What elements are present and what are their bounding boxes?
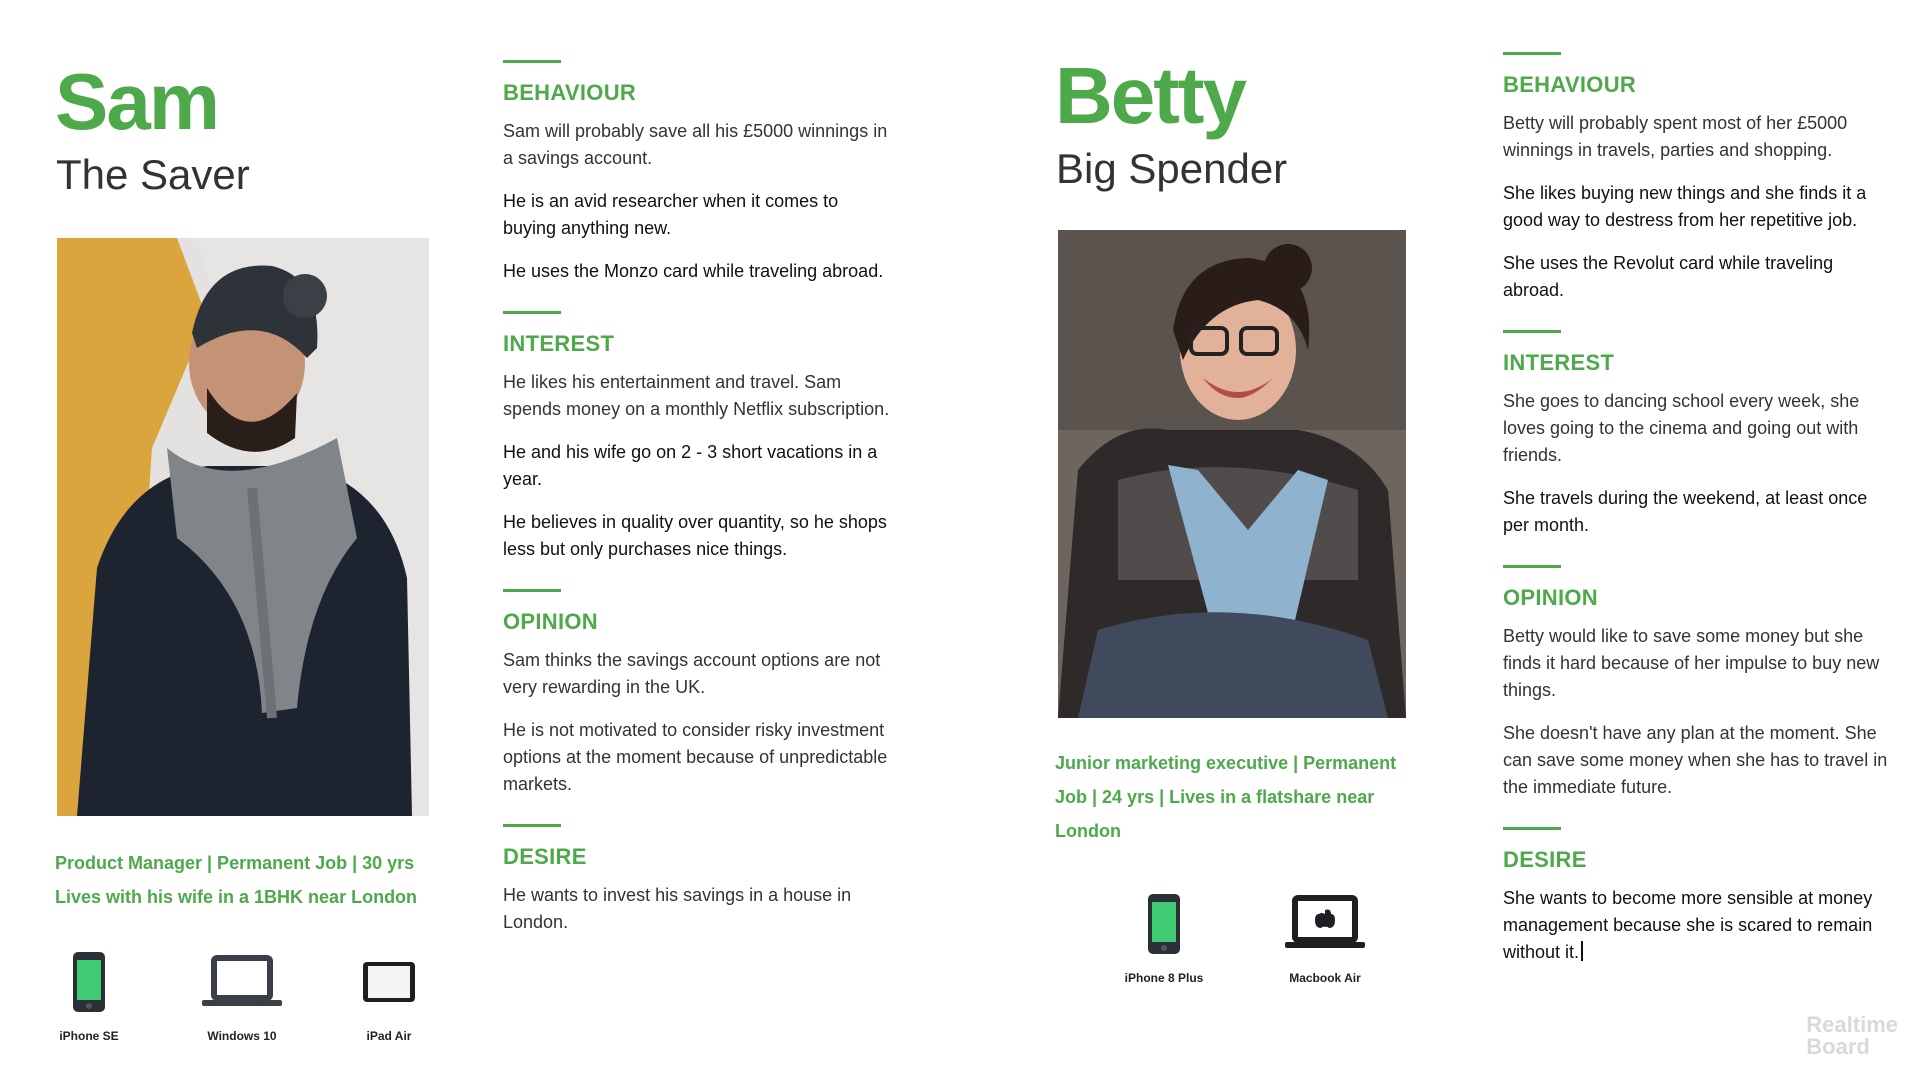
persona-role: The Saver <box>56 151 250 198</box>
device-ipad-air <box>329 950 449 1043</box>
device-label: iPhone 8 Plus <box>1124 971 1204 985</box>
section-interest <box>503 311 893 563</box>
section-paragraph: She uses the Revolut card while traveling abroad. <box>1503 253 1834 300</box>
section-heading: BEHAVIOUR <box>1503 72 1637 97</box>
section-paragraph: She travels during the weekend, at least once per month. <box>1503 488 1868 535</box>
persona-betty <box>960 0 1920 1082</box>
section-heading: DESIRE <box>1503 847 1587 872</box>
section-paragraph: Sam thinks the savings account options are not very rewarding in the UK. <box>503 650 881 697</box>
watermark-line: Board <box>1806 1034 1870 1059</box>
section-heading: INTEREST <box>1503 350 1615 375</box>
section-paragraph <box>1503 885 1893 966</box>
tablet-icon <box>357 950 421 1014</box>
phone-icon <box>1144 892 1184 956</box>
section-heading: BEHAVIOUR <box>503 80 637 105</box>
section-paragraph: He is not motivated to consider risky investment options at the moment because of unpredictable markets. <box>503 720 888 794</box>
section-divider <box>503 311 561 314</box>
section-paragraph: He likes his entertainment and travel. Sam spends money on a monthly Netflix subscription. <box>503 372 890 419</box>
laptop-icon <box>1283 892 1367 956</box>
device-iphone-8-plus <box>1104 892 1224 985</box>
meta-line: Lives with his wife in a 1BHK near London <box>55 887 418 907</box>
section-paragraph: Betty will probably spent most of her £5000 winnings in travels, parties and shopping. <box>1503 113 1848 160</box>
section-heading: OPINION <box>503 609 598 634</box>
persona-role: Big Spender <box>1056 145 1288 192</box>
persona-photo <box>57 238 429 816</box>
realtimeboard-watermark <box>1806 1014 1898 1058</box>
section-paragraph: He and his wife go on 2 - 3 short vacations in a year. <box>503 442 878 489</box>
section-desire <box>503 824 893 936</box>
section-heading: OPINION <box>1503 585 1598 610</box>
section-paragraph: He uses the Monzo card while traveling abroad. <box>503 261 884 281</box>
device-label: Macbook Air <box>1289 971 1361 985</box>
watermark-line: Realtime <box>1806 1012 1898 1037</box>
meta-line: Product Manager | Permanent Job | 30 yrs <box>55 853 415 873</box>
section-interest <box>1503 330 1893 539</box>
section-divider <box>1503 827 1561 830</box>
section-paragraph: He wants to invest his savings in a house in London. <box>503 885 852 932</box>
persona-name: Sam <box>55 57 218 146</box>
device-macbook-air <box>1265 892 1385 985</box>
section-divider <box>503 589 561 592</box>
betty-portrait-image <box>1058 230 1406 718</box>
section-behaviour <box>503 60 893 285</box>
meta-line: London <box>1055 821 1121 841</box>
section-paragraph: He is an avid researcher when it comes to buying anything new. <box>503 191 839 238</box>
section-divider <box>1503 52 1561 55</box>
section-heading: DESIRE <box>503 844 587 869</box>
laptop-icon <box>200 950 284 1014</box>
section-divider <box>503 60 561 63</box>
desire-text: She wants to become more sensible at money management because she is scared to remain without it. <box>1503 888 1873 962</box>
section-paragraph: He believes in quality over quantity, so he shops less but only purchases nice things. <box>503 512 887 559</box>
section-desire <box>1503 827 1893 966</box>
phone-icon <box>69 950 109 1014</box>
persona-meta <box>1055 746 1445 848</box>
device-iphone-se <box>29 950 149 1043</box>
persona-meta <box>55 846 475 914</box>
device-label: iPhone SE <box>59 1029 119 1043</box>
text-cursor <box>1581 941 1583 961</box>
section-divider <box>1503 565 1561 568</box>
section-paragraph: Sam will probably save all his £5000 winnings in a savings account. <box>503 121 888 168</box>
section-paragraph: She doesn't have any plan at the moment. She can save some money when she has to travel in the immediate future. <box>1503 723 1888 797</box>
sam-portrait-image <box>57 238 429 816</box>
section-paragraph: She likes buying new things and she finds it a good way to destress from her repetitive job. <box>1503 183 1867 230</box>
meta-line: Junior marketing executive | Permanent <box>1055 753 1397 773</box>
section-opinion <box>1503 565 1893 801</box>
section-divider <box>503 824 561 827</box>
sam-attributes <box>503 60 893 952</box>
betty-attributes <box>1503 52 1893 982</box>
device-windows-10 <box>182 950 302 1043</box>
persona-photo <box>1058 230 1406 718</box>
section-heading: INTEREST <box>503 331 615 356</box>
section-paragraph: Betty would like to save some money but she finds it hard because of her impulse to buy new things. <box>1503 626 1880 700</box>
persona-name: Betty <box>1055 51 1246 140</box>
device-label: Windows 10 <box>207 1029 277 1043</box>
section-paragraph: She goes to dancing school every week, she loves going to the cinema and going out with friends. <box>1503 391 1860 465</box>
section-opinion <box>503 589 893 798</box>
section-behaviour <box>1503 52 1893 304</box>
device-label: iPad Air <box>366 1029 412 1043</box>
meta-line: Job | 24 yrs | Lives in a flatshare near <box>1055 787 1375 807</box>
section-divider <box>1503 330 1561 333</box>
